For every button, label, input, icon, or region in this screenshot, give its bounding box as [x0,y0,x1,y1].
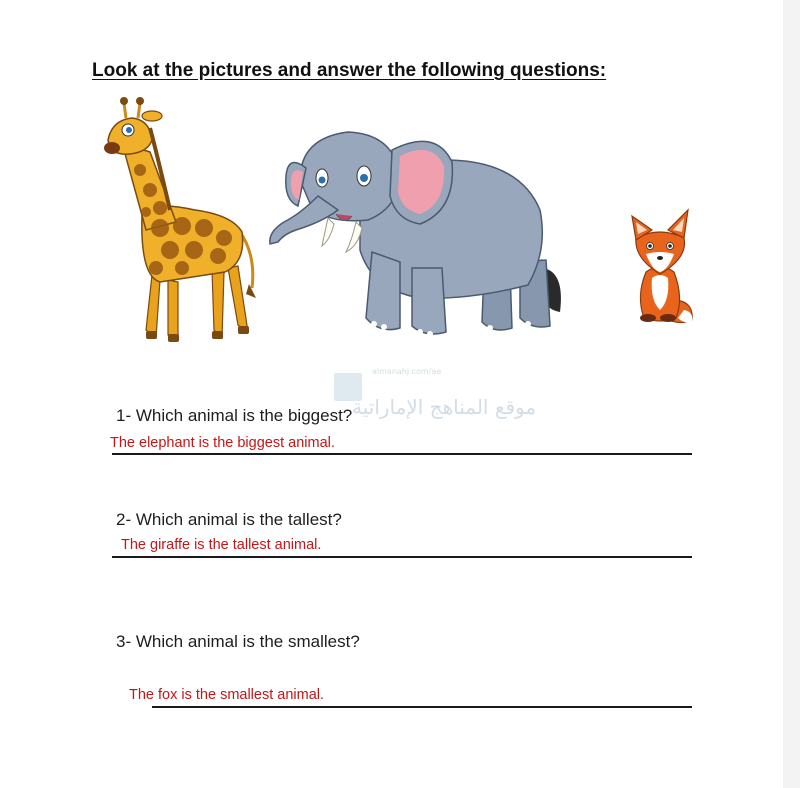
instruction-heading: Look at the pictures and answer the following questions: [92,60,607,81]
question-1-text: Which animal is the biggest? [135,406,353,425]
answer-3: The fox is the smallest animal. [129,687,325,703]
answer-line-2 [112,556,692,558]
watermark-arabic: موقع المناهج الإماراتية [352,395,537,419]
question-2-number: 2- [116,510,132,529]
question-3-number: 3- [116,632,132,651]
question-3-text: Which animal is the smallest? [135,632,360,651]
answer-2: The giraffe is the tallest animal. [121,537,322,553]
question-1-number: 1- [116,406,132,425]
answer-1: The elephant is the biggest animal. [110,435,335,451]
question-2 [116,510,342,530]
watermark-url: almanahj.com/ae [372,367,442,376]
answer-line-1 [112,453,692,455]
elephant-image [270,132,561,337]
answer-line-3 [152,706,692,708]
question-3 [116,632,360,652]
question-1 [116,406,352,426]
giraffe-image [104,97,256,342]
fox-image [632,210,692,323]
question-2-text: Which animal is the tallest? [135,510,342,529]
